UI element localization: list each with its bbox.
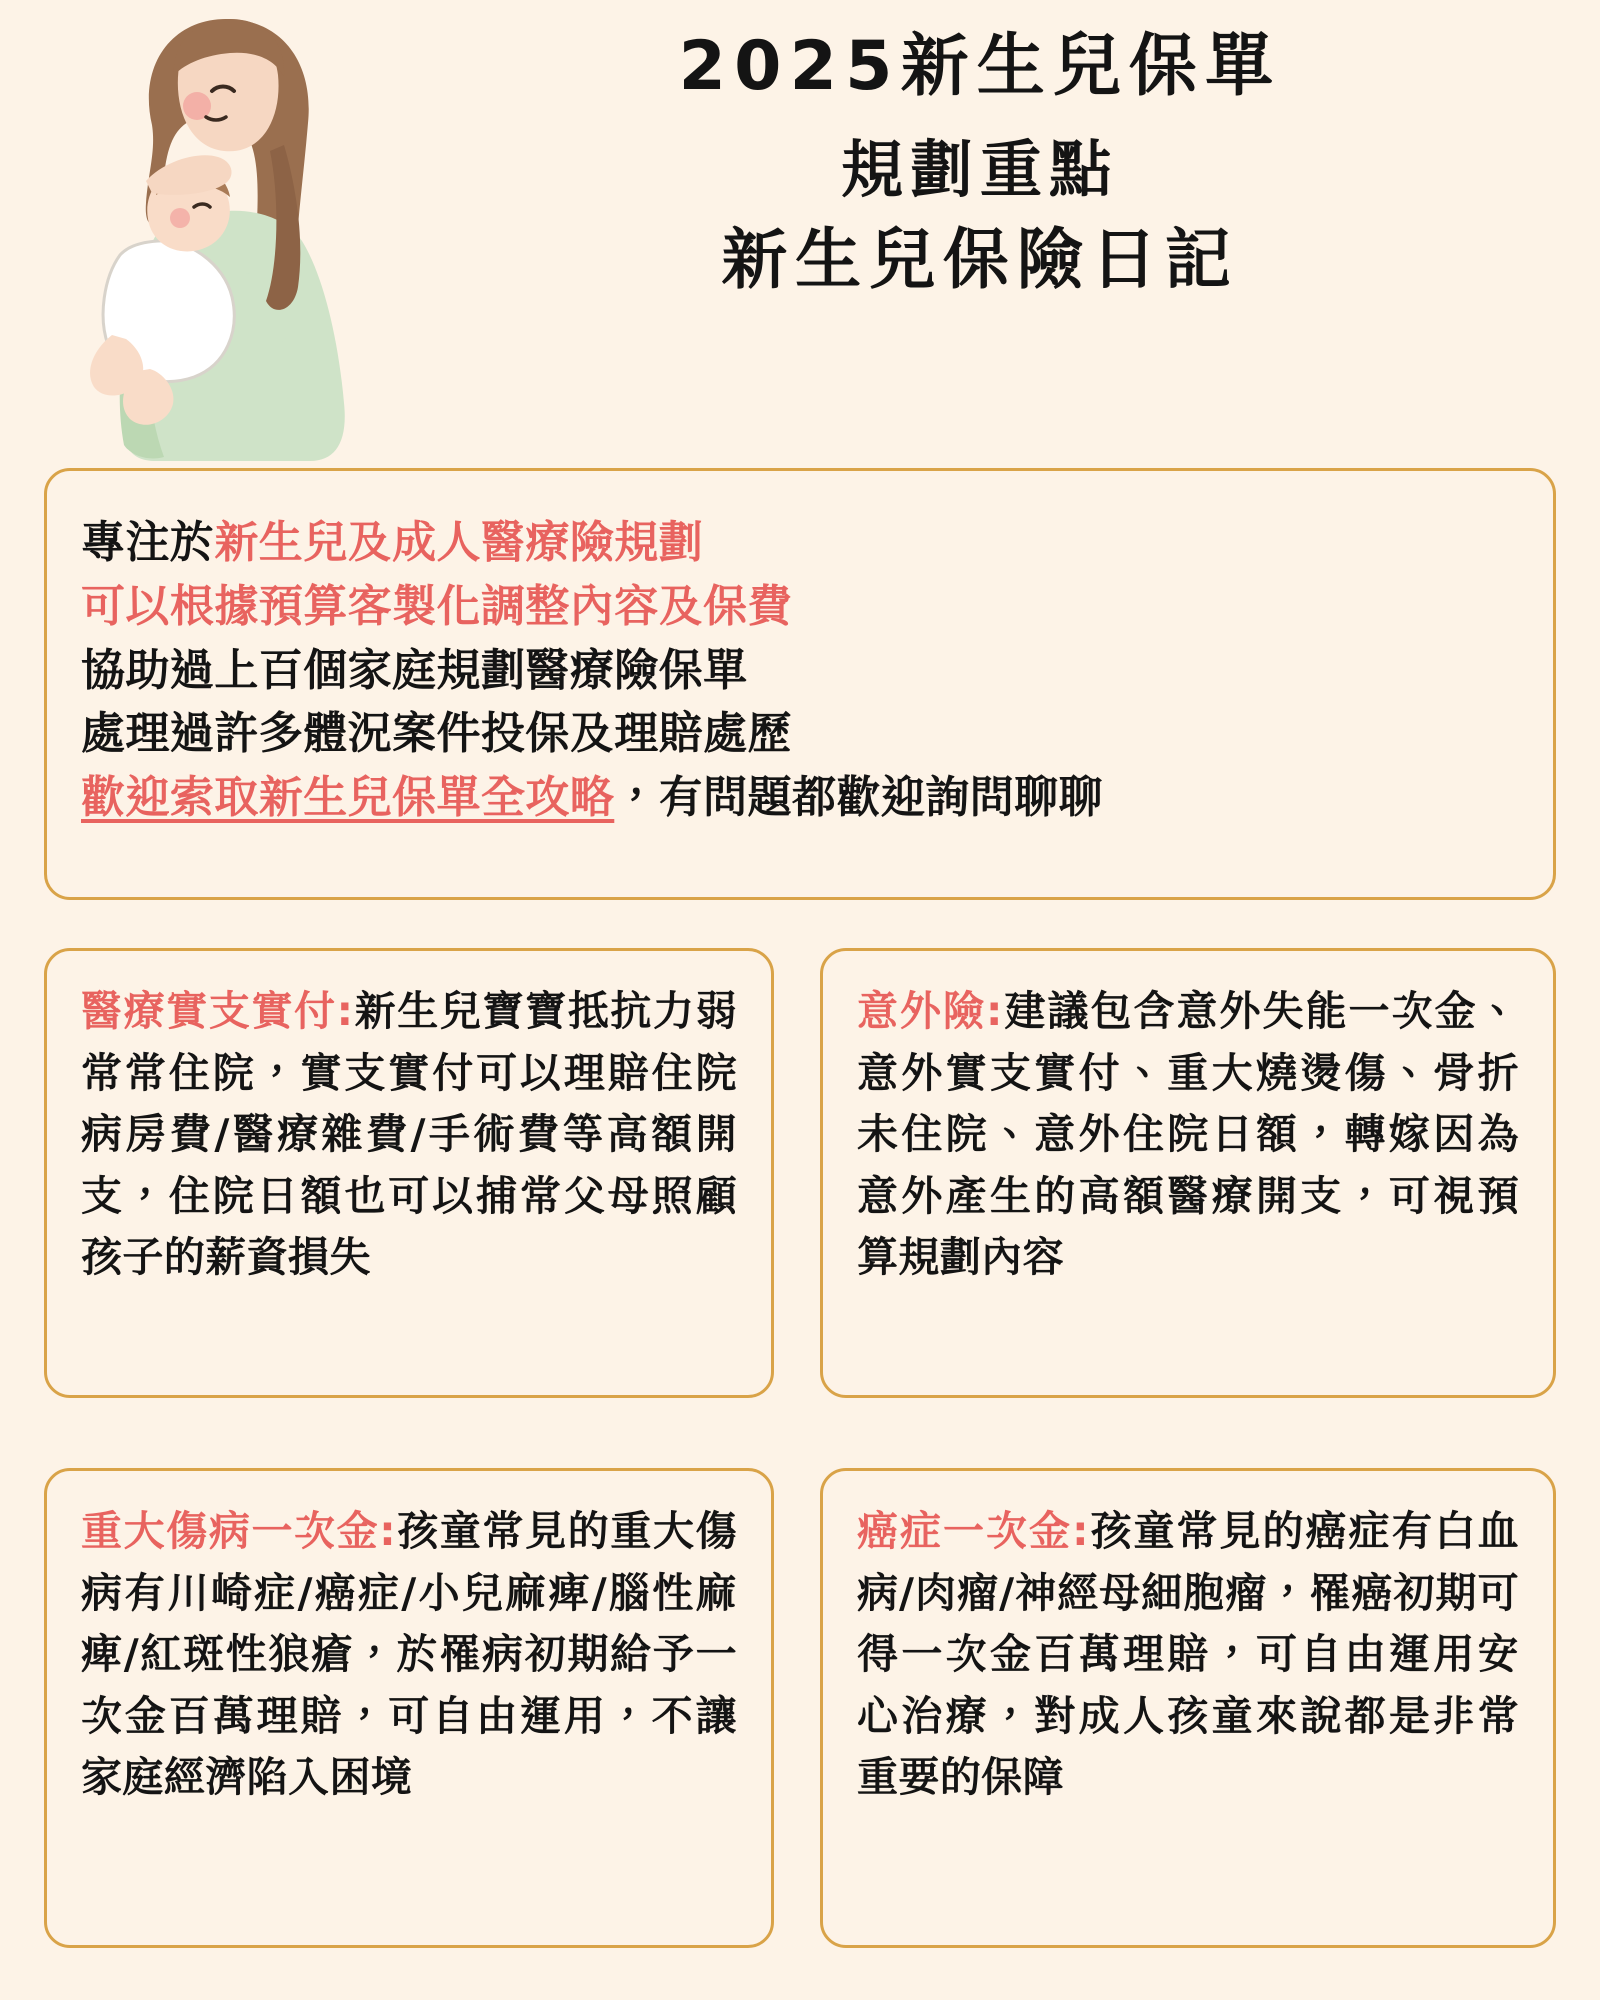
card-medical-reimbursement-body: 新生兒寶寶抵抗力弱常常住院，實支實付可以理賠住院病房費/醫療雜費/手術費等高額開支，住院日額也可以捕常父母照顧孩子的薪資損失 (81, 987, 737, 1281)
intro-line-1-plain: 專注於 (81, 517, 215, 568)
intro-line-2 (81, 575, 1519, 639)
card-cancer-lumpsum (820, 1468, 1556, 1948)
card-critical-illness-lumpsum-label: 重大傷病一次金 (81, 1507, 380, 1555)
header (0, 0, 1600, 455)
mother-holding-baby-illustration (60, 5, 390, 465)
guide-request-link[interactable]: 歡迎索取新生兒保單全攻略 (81, 772, 615, 824)
intro-card (44, 468, 1556, 900)
intro-line-3: 協助過上百個家庭規劃醫療險保單 (81, 644, 748, 696)
card-critical-illness-lumpsum-text (81, 1501, 737, 1809)
page-title-line-2: 規劃重點 (841, 133, 1119, 206)
card-accident-insurance (820, 948, 1556, 1398)
intro-line-5-tail: ，有問題都歡迎詢問聊聊 (614, 772, 1104, 824)
intro-line-2-accent: 可以根據預算客製化調整內容及保費 (81, 580, 793, 632)
card-accident-insurance-text (857, 981, 1519, 1289)
title-block (400, 24, 1560, 301)
intro-line-4: 處理過許多體況案件投保及理賠處歷 (81, 708, 793, 760)
intro-line-1 (81, 511, 1519, 575)
card-accident-insurance-body: 建議包含意外失能一次金、意外實支實付、重大燒燙傷、骨折未住院、意外住院日額，轉嫁因為意外產生的高額醫療開支，可視預算規劃內容 (857, 987, 1520, 1281)
card-cancer-lumpsum-body: 孩童常見的癌症有白血病/肉瘤/神經母細胞瘤，罹癌初期可得一次金百萬理賠，可自由運用安心治療，對成人孩童來說都是非常重要的保障 (857, 1507, 1519, 1801)
card-cancer-lumpsum-label: 癌症一次金 (857, 1507, 1073, 1555)
card-medical-reimbursement-text (81, 981, 737, 1289)
card-critical-illness-lumpsum (44, 1468, 774, 1948)
page-title-line-3: 新生兒保險日記 (721, 220, 1239, 298)
card-medical-reimbursement-label: 醫療實支實付 (81, 987, 337, 1035)
card-cancer-lumpsum-text (857, 1501, 1519, 1809)
card-accident-insurance-label: 意外險 (857, 987, 987, 1035)
card-critical-illness-lumpsum-body: 孩童常見的重大傷病有川崎症/癌症/小兒麻痺/腦性麻痺/紅斑性狼瘡，於罹病初期給予一次金百萬理賠，可自由運用，不讓家庭經濟陷入困境 (81, 1507, 738, 1801)
card-medical-reimbursement (44, 948, 774, 1398)
page-title-line-1: 2025新生兒保單 (678, 27, 1282, 106)
intro-line-5 (81, 766, 1519, 830)
intro-line-1-accent: 新生兒及成人醫療險規劃 (214, 517, 704, 568)
card-accident-insurance-separator: : (986, 987, 1003, 1035)
card-medical-reimbursement-separator: : (336, 987, 354, 1035)
card-critical-illness-lumpsum-separator: : (379, 1507, 397, 1555)
card-cancer-lumpsum-separator: : (1072, 1507, 1089, 1555)
